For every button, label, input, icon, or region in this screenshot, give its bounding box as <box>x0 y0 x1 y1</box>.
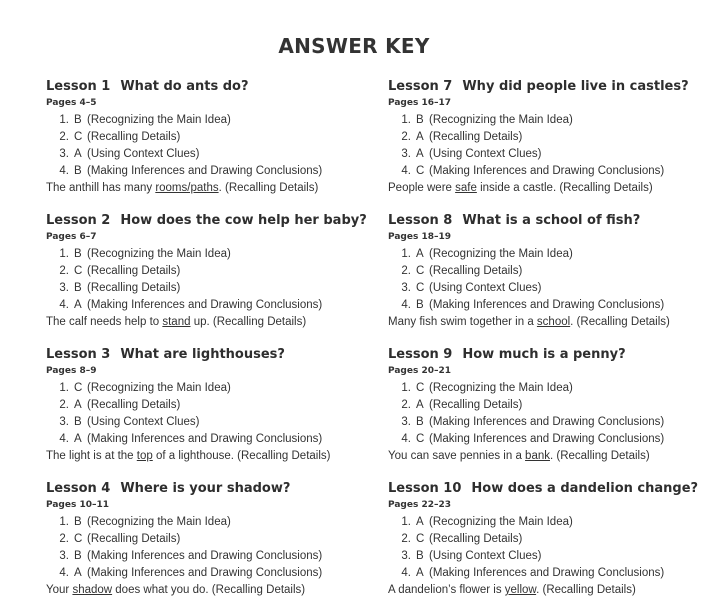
statement-key-word: bank <box>525 450 550 462</box>
answer-item <box>46 414 376 431</box>
answer-item <box>388 129 708 146</box>
answer-list <box>388 514 708 582</box>
lesson-question: What are lighthouses? <box>120 347 285 362</box>
statement-key-word: shadow <box>72 584 113 596</box>
answer-item <box>388 246 708 263</box>
answer-number: 4. <box>59 433 69 445</box>
answer-number: 2. <box>401 265 411 277</box>
answer-list <box>46 514 376 582</box>
answer-skill: (Recognizing the Main Idea) <box>87 382 231 394</box>
answer-number: 4. <box>59 165 69 177</box>
answer-number: 2. <box>401 533 411 545</box>
answer-letter: B <box>74 114 82 126</box>
lesson-heading <box>46 481 376 497</box>
answer-skill: (Making Inferences and Drawing Conclusions) <box>87 299 323 311</box>
answer-statement <box>46 314 376 331</box>
answer-number: 2. <box>59 399 69 411</box>
answer-letter: A <box>416 567 424 579</box>
answer-item <box>388 297 708 314</box>
answer-statement <box>388 582 708 599</box>
lesson-number: Lesson 9 <box>388 347 453 362</box>
answer-statement <box>388 180 708 197</box>
statement-text: does what you do. (Recalling Details) <box>112 584 306 596</box>
answer-item <box>46 163 376 180</box>
answer-item <box>46 246 376 263</box>
answer-skill: (Using Context Clues) <box>429 282 542 294</box>
statement-text: A dandelion’s flower is <box>388 584 505 596</box>
statement-key-word: safe <box>455 182 477 194</box>
lesson-question: Why did people live in castles? <box>462 79 689 94</box>
answer-skill: (Recalling Details) <box>87 282 181 294</box>
answer-number: 3. <box>59 282 69 294</box>
answer-skill: (Recalling Details) <box>87 399 181 411</box>
statement-text: of a lighthouse. (Recalling Details) <box>152 450 331 462</box>
answer-skill: (Using Context Clues) <box>429 550 542 562</box>
answer-statement <box>388 448 708 465</box>
answer-item <box>46 297 376 314</box>
answer-item <box>46 263 376 280</box>
answer-number: 3. <box>401 416 411 428</box>
answer-letter: A <box>74 567 82 579</box>
answer-number: 1. <box>401 382 411 394</box>
answer-letter: A <box>74 148 82 160</box>
answer-letter: C <box>74 533 83 545</box>
lesson-heading <box>388 79 708 95</box>
answer-number: 1. <box>401 516 411 528</box>
answer-number: 1. <box>401 248 411 260</box>
lesson-block <box>46 481 376 599</box>
answer-skill: (Recalling Details) <box>87 131 181 143</box>
answer-item <box>388 514 708 531</box>
answer-number: 3. <box>59 416 69 428</box>
answer-skill: (Recalling Details) <box>87 533 181 545</box>
answer-item <box>388 397 708 414</box>
answer-item <box>388 548 708 565</box>
answer-number: 2. <box>59 533 69 545</box>
statement-text: The anthill has many <box>46 182 156 194</box>
lesson-heading <box>388 213 708 229</box>
lesson-block <box>388 481 708 599</box>
lesson-number: Lesson 7 <box>388 79 453 94</box>
answer-skill: (Using Context Clues) <box>87 148 200 160</box>
statement-text: . (Recalling Details) <box>218 182 319 194</box>
statement-key-word: school <box>536 316 571 328</box>
answer-letter: A <box>74 433 82 445</box>
lesson-pages: Pages 18–19 <box>388 232 452 242</box>
answer-number: 4. <box>401 567 411 579</box>
answer-skill: (Making Inferences and Drawing Conclusions) <box>87 433 323 445</box>
statement-text: up. (Recalling Details) <box>190 316 307 328</box>
lesson-pages: Pages 10–11 <box>46 500 110 510</box>
answer-skill: (Making Inferences and Drawing Conclusions) <box>429 433 665 445</box>
answer-number: 3. <box>401 282 411 294</box>
answer-item <box>46 514 376 531</box>
answer-statement <box>388 314 708 331</box>
answer-item <box>388 380 708 397</box>
answer-number: 1. <box>59 114 69 126</box>
answer-letter: A <box>416 399 424 411</box>
lesson-number: Lesson 8 <box>388 213 453 228</box>
answer-number: 4. <box>59 567 69 579</box>
answer-skill: (Recalling Details) <box>429 131 523 143</box>
answer-number: 1. <box>59 516 69 528</box>
lesson-block <box>46 213 376 331</box>
answer-letter: A <box>416 516 424 528</box>
statement-key-word: rooms/paths <box>155 182 219 194</box>
answer-letter: C <box>416 533 425 545</box>
answer-skill: (Making Inferences and Drawing Conclusions) <box>87 165 323 177</box>
answer-number: 2. <box>59 131 69 143</box>
lesson-number: Lesson 1 <box>46 79 111 94</box>
answer-skill: (Recognizing the Main Idea) <box>87 114 231 126</box>
answer-letter: B <box>416 550 424 562</box>
answer-item <box>388 565 708 582</box>
answer-statement <box>46 448 376 465</box>
answer-number: 2. <box>59 265 69 277</box>
answer-letter: B <box>74 282 82 294</box>
answer-letter: C <box>74 382 83 394</box>
answer-list <box>388 246 708 314</box>
answer-statement <box>46 582 376 599</box>
answer-number: 3. <box>59 148 69 160</box>
answer-item <box>388 414 708 431</box>
lesson-number: Lesson 2 <box>46 213 111 228</box>
answer-list <box>46 246 376 314</box>
statement-text: inside a castle. (Recalling Details) <box>476 182 653 194</box>
answer-skill: (Recognizing the Main Idea) <box>429 248 573 260</box>
answer-number: 4. <box>401 433 411 445</box>
answer-skill: (Recalling Details) <box>429 265 523 277</box>
statement-text: You can save pennies in a <box>388 450 526 462</box>
statement-key-word: stand <box>162 316 191 328</box>
answer-letter: B <box>416 299 424 311</box>
answer-item <box>46 280 376 297</box>
answer-item <box>46 548 376 565</box>
answer-skill: (Recalling Details) <box>429 533 523 545</box>
answer-item <box>46 531 376 548</box>
statement-text: . (Recalling Details) <box>549 450 650 462</box>
answer-number: 2. <box>401 399 411 411</box>
lesson-pages: Pages 6–7 <box>46 232 97 242</box>
answer-letter: B <box>416 114 424 126</box>
answer-letter: A <box>74 299 82 311</box>
lesson-number: Lesson 4 <box>46 481 111 496</box>
answer-number: 3. <box>401 148 411 160</box>
answer-skill: (Using Context Clues) <box>429 148 542 160</box>
lesson-heading <box>46 347 376 363</box>
lesson-block <box>388 79 708 197</box>
answer-number: 2. <box>401 131 411 143</box>
answer-letter: C <box>416 165 425 177</box>
lesson-number: Lesson 3 <box>46 347 111 362</box>
answer-skill: (Recognizing the Main Idea) <box>429 516 573 528</box>
answer-letter: B <box>74 550 82 562</box>
answer-letter: A <box>416 131 424 143</box>
statement-text: . (Recalling Details) <box>570 316 670 328</box>
lesson-heading <box>46 79 376 95</box>
answer-letter: B <box>74 248 82 260</box>
answer-number: 1. <box>59 248 69 260</box>
answer-item <box>46 146 376 163</box>
answer-number: 1. <box>59 382 69 394</box>
answer-item <box>388 263 708 280</box>
answer-item <box>388 146 708 163</box>
page-title: ANSWER KEY <box>278 34 430 58</box>
answer-list <box>46 112 376 180</box>
answer-skill: (Making Inferences and Drawing Conclusions) <box>429 567 665 579</box>
lesson-question: Where is your shadow? <box>120 481 291 496</box>
lesson-block <box>388 213 708 331</box>
answer-letter: C <box>416 265 425 277</box>
answer-list <box>46 380 376 448</box>
statement-text: People were <box>388 182 456 194</box>
statement-text: The calf needs help to <box>46 316 163 328</box>
answer-letter: C <box>416 282 425 294</box>
answer-skill: (Recognizing the Main Idea) <box>87 248 231 260</box>
answer-skill: (Making Inferences and Drawing Conclusions) <box>429 416 665 428</box>
answer-skill: (Making Inferences and Drawing Conclusions) <box>429 299 665 311</box>
answer-letter: A <box>416 248 424 260</box>
answer-statement <box>46 180 376 197</box>
answer-list <box>388 112 708 180</box>
lesson-block <box>388 347 708 465</box>
answer-number: 4. <box>59 299 69 311</box>
lesson-number: Lesson 10 <box>388 481 462 496</box>
lesson-pages: Pages 22–23 <box>388 500 452 510</box>
answer-item <box>388 531 708 548</box>
answer-number: 4. <box>401 165 411 177</box>
answer-letter: C <box>416 433 425 445</box>
answer-letter: B <box>416 416 424 428</box>
answer-skill: (Using Context Clues) <box>87 416 200 428</box>
answer-skill: (Making Inferences and Drawing Conclusions) <box>429 165 665 177</box>
lesson-question: What do ants do? <box>120 79 249 94</box>
answer-letter: B <box>74 165 82 177</box>
answer-skill: (Making Inferences and Drawing Conclusions) <box>87 567 323 579</box>
lesson-question: How much is a penny? <box>462 347 626 362</box>
statement-key-word: top <box>136 450 153 462</box>
lesson-pages: Pages 20–21 <box>388 366 452 376</box>
answer-item <box>46 397 376 414</box>
answer-skill: (Recalling Details) <box>429 399 523 411</box>
answer-skill: (Recognizing the Main Idea) <box>87 516 231 528</box>
answer-item <box>46 380 376 397</box>
answer-letter: B <box>74 416 82 428</box>
answer-item <box>46 431 376 448</box>
answer-skill: (Recognizing the Main Idea) <box>429 114 573 126</box>
lesson-pages: Pages 4–5 <box>46 98 97 108</box>
answer-number: 4. <box>401 299 411 311</box>
answer-number: 1. <box>401 114 411 126</box>
answer-letter: C <box>74 265 83 277</box>
statement-text: The light is at the <box>46 450 137 462</box>
statement-text: . (Recalling Details) <box>536 584 636 596</box>
lesson-question: What is a school of fish? <box>462 213 641 228</box>
lesson-block <box>46 79 376 197</box>
answer-letter: A <box>416 148 424 160</box>
answer-skill: (Recognizing the Main Idea) <box>429 382 573 394</box>
answer-skill: (Recalling Details) <box>87 265 181 277</box>
lesson-heading <box>388 347 708 363</box>
lesson-block <box>46 347 376 465</box>
answer-letter: A <box>74 399 82 411</box>
answer-item <box>388 163 708 180</box>
lesson-heading <box>46 213 376 229</box>
answer-letter: B <box>74 516 82 528</box>
statement-text: Your <box>46 584 73 596</box>
answer-list <box>388 380 708 448</box>
lesson-question: How does the cow help her baby? <box>120 213 367 228</box>
lesson-heading <box>388 481 708 497</box>
lesson-question: How does a dandelion change? <box>471 481 699 496</box>
answer-number: 3. <box>59 550 69 562</box>
statement-key-word: yellow <box>504 584 537 596</box>
answer-item <box>388 431 708 448</box>
answer-letter: C <box>74 131 83 143</box>
lesson-pages: Pages 8–9 <box>46 366 97 376</box>
answer-item <box>46 112 376 129</box>
answer-item <box>46 129 376 146</box>
lesson-pages: Pages 16–17 <box>388 98 452 108</box>
statement-text: Many fish swim together in a <box>388 316 537 328</box>
answer-item <box>388 280 708 297</box>
answer-item <box>388 112 708 129</box>
answer-letter: C <box>416 382 425 394</box>
answer-skill: (Making Inferences and Drawing Conclusions) <box>87 550 323 562</box>
answer-number: 3. <box>401 550 411 562</box>
answer-item <box>46 565 376 582</box>
